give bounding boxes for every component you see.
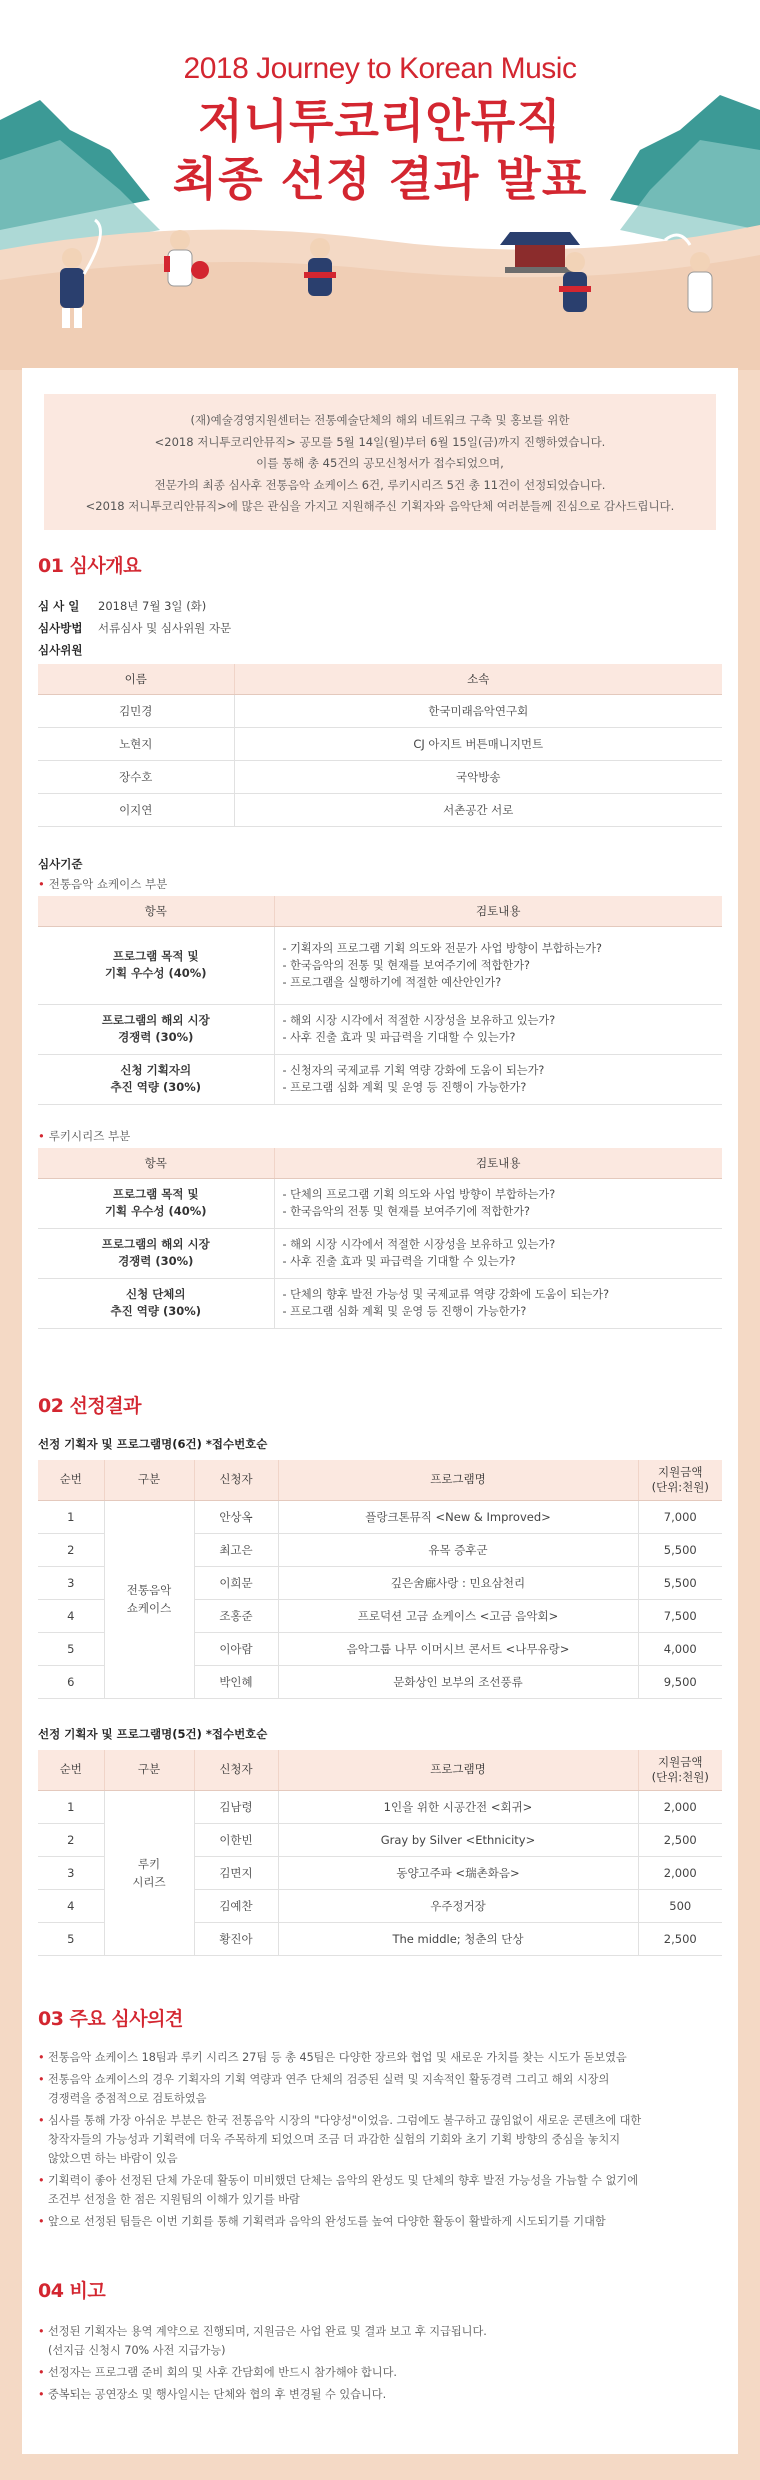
- program-name: 동양고주파 <瑞촌화음>: [278, 1856, 638, 1889]
- judge-name: 이지연: [38, 793, 234, 826]
- rookie-results-table: [38, 1750, 722, 1956]
- criteria-desc-line: - 해외 시장 시각에서 적절한 시장성을 보유하고 있는가?: [282, 1238, 556, 1251]
- review-method: [38, 620, 231, 636]
- criteria-item: [38, 1004, 274, 1054]
- list-item: [38, 2363, 728, 2382]
- support-amount: 2,000: [638, 1790, 722, 1823]
- criteria-desc-line: - 단체의 프로그램 기획 의도와 사업 방향이 부합하는가?: [282, 1188, 556, 1201]
- criteria-desc: [274, 1054, 722, 1104]
- criteria-desc-line: - 프로그램 심화 계획 및 운영 등 진행이 가능한가?: [282, 1081, 527, 1094]
- criteria-item-line: 경쟁력 (30%): [118, 1254, 194, 1268]
- list-item: [38, 2212, 728, 2231]
- judge-org: 한국미래음악연구회: [234, 694, 722, 727]
- criteria-item-line: 신청 기획자의: [120, 1063, 192, 1077]
- rookie-criteria-table: [38, 1148, 722, 1329]
- column-header: 프로그램명: [278, 1750, 638, 1790]
- section-title-opinions: 03 주요 심사의견: [38, 2008, 183, 2030]
- category-line: 루키: [137, 1856, 161, 1871]
- judge-org: 국악방송: [234, 760, 722, 793]
- judge-name: 김민경: [38, 694, 234, 727]
- list-item-line: 경쟁력을 중점적으로 검토하였음: [48, 2092, 207, 2105]
- table-row: [38, 1178, 722, 1228]
- program-name: The middle; 청춘의 단상: [278, 1922, 638, 1955]
- program-name: 프로덕션 고금 쇼케이스 <고금 음악회>: [278, 1599, 638, 1632]
- criteria-item-line: 프로그램 목적 및: [112, 1187, 199, 1201]
- amount-header-line: 지원금액: [658, 1464, 703, 1479]
- criteria-item: [38, 1178, 274, 1228]
- hero-title-line: 최종 선정 결과 발표: [172, 152, 588, 206]
- criteria-item: [38, 1278, 274, 1328]
- column-header: 신청자: [194, 1460, 278, 1500]
- ground-shade: [0, 255, 760, 370]
- table-header-row: [38, 1460, 722, 1500]
- judge-name: 노현지: [38, 727, 234, 760]
- column-header: 구분: [104, 1750, 194, 1790]
- criteria-desc-line: - 사후 진출 효과 및 파급력을 기대할 수 있는가?: [282, 1255, 516, 1268]
- list-item: [38, 2385, 728, 2404]
- support-amount: 2,500: [638, 1823, 722, 1856]
- review-method-label: 심사방법: [38, 621, 83, 635]
- list-item-line: • 선정자는 프로그램 준비 회의 및 사후 간담회에 반드시 참가해야 합니다.: [48, 2366, 397, 2379]
- table-row: [38, 1790, 722, 1823]
- criteria-item-line: 경쟁력 (30%): [118, 1030, 194, 1044]
- criteria-item-line: 프로그램의 해외 시장: [101, 1013, 210, 1027]
- amount-header-line: (단위:천원): [651, 1769, 709, 1784]
- applicant-name: 조홍준: [194, 1599, 278, 1632]
- notes-list: [38, 2322, 728, 2407]
- judge-org: 서촌공간 서로: [234, 793, 722, 826]
- support-amount: 5,500: [638, 1533, 722, 1566]
- table-header-row: [38, 896, 722, 926]
- applicant-name: 황진아: [194, 1922, 278, 1955]
- judges-table: [38, 664, 722, 827]
- showcase-criteria-label: • 전통음악 쇼케이스 부분: [38, 877, 168, 891]
- support-amount: 2,000: [638, 1856, 722, 1889]
- showcase-criteria-text: 전통음악 쇼케이스 부분: [48, 877, 168, 891]
- table-row: [38, 1004, 722, 1054]
- column-header: 검토내용: [274, 896, 722, 926]
- program-name: 우주정거장: [278, 1889, 638, 1922]
- criteria-item: [38, 1054, 274, 1104]
- column-header: 프로그램명: [278, 1460, 638, 1500]
- program-name: 1인을 위한 시공간전 <회귀>: [278, 1790, 638, 1823]
- column-header: 구분: [104, 1460, 194, 1500]
- column-header: 이름: [38, 664, 234, 694]
- support-amount: 4,000: [638, 1632, 722, 1665]
- list-item-line: 창작자들의 가능성과 기획력에 더욱 주목하게 되었으며 조금 더 과감한 실험의 기회와 초기 기획 방향의 중심을 놓치지: [48, 2133, 621, 2146]
- row-number: 1: [38, 1500, 104, 1533]
- criteria-desc-line: - 단체의 향후 발전 가능성 및 국제교류 역량 강화에 도움이 되는가?: [282, 1288, 610, 1301]
- program-name: 플랑크톤뮤직 <New & Improved>: [278, 1500, 638, 1533]
- table-header-row: [38, 664, 722, 694]
- program-name: 유목 증후군: [278, 1533, 638, 1566]
- criteria-desc-line: - 한국음악의 전통 및 현재를 보여주기에 적합한가?: [282, 958, 530, 972]
- row-number: 4: [38, 1889, 104, 1922]
- criteria-desc: [274, 1278, 722, 1328]
- criteria-item: [38, 1228, 274, 1278]
- column-header: 항목: [38, 896, 274, 926]
- category-cell: [104, 1790, 194, 1955]
- column-header: 순번: [38, 1750, 104, 1790]
- list-item-line: • 전통음악 쇼케이스 18팀과 루키 시리즈 27팀 등 총 45팀은 다양한 장르와 협업 및 새로운 가치를 찾는 시도가 돋보였음: [48, 2051, 627, 2064]
- column-header: [638, 1460, 722, 1500]
- list-item-line: • 심사를 통해 가장 아쉬운 부분은 한국 전통음악 시장의 "다양성"이었음. 그럼에도 불구하고 끊임없이 새로운 콘텐츠에 대한: [48, 2114, 642, 2127]
- applicant-name: 김남령: [194, 1790, 278, 1823]
- hero-subtitle: 2018 Journey to Korean Music: [183, 52, 577, 85]
- criteria-desc-line: - 신청자의 국제교류 기획 역량 강화에 도움이 되는가?: [282, 1064, 545, 1077]
- showcase-criteria-table: [38, 896, 722, 1105]
- applicant-name: 김면지: [194, 1856, 278, 1889]
- applicant-name: 이한빈: [194, 1823, 278, 1856]
- applicant-name: 이아람: [194, 1632, 278, 1665]
- list-item-line: 조건부 선정을 한 점은 지원팀의 이해가 있기를 바람: [48, 2193, 300, 2206]
- category-line: 전통음악: [126, 1583, 172, 1597]
- hero-banner: [0, 0, 760, 370]
- criteria-desc-line: - 한국음악의 전통 및 현재를 보여주기에 적합한가?: [282, 1205, 530, 1218]
- amount-header-line: 지원금액: [658, 1754, 703, 1769]
- judges-label: 심사위원: [38, 643, 83, 657]
- criteria-desc: [274, 926, 722, 1004]
- program-name: 깊은舍廊사랑 : 민요삼천리: [278, 1566, 638, 1599]
- content-card: [22, 368, 738, 2454]
- category-line: 시리즈: [132, 1874, 166, 1889]
- intro-line: (재)예술경영지원센터는 전통예술단체의 해외 네트워크 구축 및 홍보를 위한: [190, 413, 570, 427]
- table-row: [38, 694, 722, 727]
- list-item: [38, 2048, 728, 2067]
- section-title-notes: 04 비고: [38, 2280, 106, 2302]
- criteria-desc-line: - 해외 시장 시각에서 적절한 시장성을 보유하고 있는가?: [282, 1014, 556, 1027]
- row-number: 5: [38, 1922, 104, 1955]
- review-method-value: 서류심사 및 심사위원 자문: [98, 621, 232, 635]
- applicant-name: 안상옥: [194, 1500, 278, 1533]
- support-amount: 9,500: [638, 1665, 722, 1698]
- list-item-line: • 기획력이 좋아 선정된 단체 가운데 활동이 미비했던 단체는 음악의 완성도 및 단체의 향후 발전 가능성을 가늠할 수 없기에: [48, 2174, 639, 2187]
- table-header-row: [38, 1750, 722, 1790]
- program-name: Gray by Silver <Ethnicity>: [278, 1823, 638, 1856]
- row-number: 3: [38, 1856, 104, 1889]
- applicant-name: 최고은: [194, 1533, 278, 1566]
- section-title-results: 02 선정결과: [38, 1395, 141, 1417]
- judge-org: CJ 아지트 버튼매니지먼트: [234, 727, 722, 760]
- criteria-item-line: 신청 단체의: [125, 1287, 186, 1301]
- intro-line: 전문가의 최종 심사후 전통음악 쇼케이스 6건, 루키시리즈 5건 총 11건이 선정되었습니다.: [154, 477, 606, 492]
- row-number: 2: [38, 1823, 104, 1856]
- results-table1-label: 선정 기획자 및 프로그램명(6건) *접수번호순: [38, 1437, 268, 1451]
- criteria-desc-line: - 사후 진출 효과 및 파급력을 기대할 수 있는가?: [282, 1031, 516, 1044]
- list-item: [38, 2171, 728, 2209]
- table-row: [38, 727, 722, 760]
- review-date-label: 심 사 일: [38, 599, 80, 613]
- list-item-line: (선지급 신청시 70% 사전 지급가능): [48, 2344, 226, 2357]
- review-date: [38, 598, 206, 614]
- table-row: [38, 926, 722, 1004]
- criteria-item-line: 추진 역량 (30%): [110, 1304, 201, 1318]
- applicant-name: 박인혜: [194, 1665, 278, 1698]
- criteria-desc-line: - 기획자의 프로그램 기획 의도와 전문가 사업 방향이 부합하는가?: [282, 941, 602, 955]
- row-number: 1: [38, 1790, 104, 1823]
- support-amount: 7,000: [638, 1500, 722, 1533]
- row-number: 5: [38, 1632, 104, 1665]
- program-name: 문화상인 보부의 조선풍류: [278, 1665, 638, 1698]
- list-item-line: • 앞으로 선정된 팀들은 이번 기회를 통해 기획력과 음악의 완성도를 높여 다양한 활동이 활발하게 시도되기를 기대함: [48, 2215, 606, 2228]
- criteria-item: [38, 926, 274, 1004]
- category-line: 쇼케이스: [126, 1601, 172, 1615]
- support-amount: 5,500: [638, 1566, 722, 1599]
- list-item-line: • 선정된 기획자는 용역 계약으로 진행되며, 지원금은 사업 완료 및 결과 보고 후 지급됩니다.: [48, 2325, 487, 2338]
- criteria-item-line: 추진 역량 (30%): [110, 1080, 201, 1094]
- hero-title: [0, 92, 760, 208]
- list-item-line: • 전통음악 쇼케이스의 경우 기획자의 기획 역량과 연주 단체의 검증된 실력 및 지속적인 활동경력 그리고 해외 시장의: [48, 2073, 610, 2086]
- criteria-desc-line: - 프로그램을 실행하기에 적절한 예산안인가?: [282, 975, 502, 989]
- criteria-item-line: 기획 우수성 (40%): [104, 966, 207, 980]
- table-row: [38, 1500, 722, 1533]
- rookie-criteria-label: • 루키시리즈 부분: [38, 1129, 131, 1143]
- rookie-criteria-text: 루키시리즈 부분: [48, 1129, 131, 1143]
- amount-header-line: (단위:천원): [651, 1479, 709, 1494]
- intro-line: 이를 통해 총 45건의 공모신청서가 접수되었으며,: [256, 456, 504, 470]
- table-row: [38, 793, 722, 826]
- list-item-line: 않았으면 하는 바람이 있음: [48, 2152, 178, 2165]
- criteria-item-line: 프로그램의 해외 시장: [101, 1237, 210, 1251]
- program-name: 음악그룹 나무 이머시브 콘서트 <나무유랑>: [278, 1632, 638, 1665]
- criteria-item-line: 기획 우수성 (40%): [104, 1204, 207, 1218]
- intro-box: [44, 394, 716, 530]
- column-header: 항목: [38, 1148, 274, 1178]
- section-title-overview: 01 심사개요: [38, 555, 141, 577]
- column-header: 검토내용: [274, 1148, 722, 1178]
- intro-line: <2018 저니투코리안뮤직> 공모를 5월 14일(월)부터 6월 15일(금)까지 진행하였습니다.: [154, 434, 606, 449]
- table-row: [38, 1278, 722, 1328]
- category-cell: [104, 1500, 194, 1698]
- column-header: 소속: [234, 664, 722, 694]
- intro-line: <2018 저니투코리안뮤직>에 많은 관심을 가지고 지원해주신 기획자와 음악단체 여러분들께 진심으로 감사드립니다.: [85, 499, 675, 513]
- criteria-desc: [274, 1004, 722, 1054]
- applicant-name: 김예찬: [194, 1889, 278, 1922]
- row-number: 3: [38, 1566, 104, 1599]
- row-number: 6: [38, 1665, 104, 1698]
- support-amount: 7,500: [638, 1599, 722, 1632]
- column-header: [638, 1750, 722, 1790]
- criteria-item-line: 프로그램 목적 및: [112, 949, 199, 963]
- judge-name: 장수호: [38, 760, 234, 793]
- row-number: 2: [38, 1533, 104, 1566]
- results-table2-label: 선정 기획자 및 프로그램명(5건) *접수번호순: [38, 1727, 268, 1741]
- row-number: 4: [38, 1599, 104, 1632]
- list-item: [38, 2111, 728, 2168]
- criteria-desc-line: - 프로그램 심화 계획 및 운영 등 진행이 가능한가?: [282, 1305, 527, 1318]
- table-row: [38, 760, 722, 793]
- list-item: [38, 2322, 728, 2360]
- column-header: 신청자: [194, 1750, 278, 1790]
- applicant-name: 이희문: [194, 1566, 278, 1599]
- column-header: 순번: [38, 1460, 104, 1500]
- table-row: [38, 1054, 722, 1104]
- list-item: [38, 2070, 728, 2108]
- criteria-desc: [274, 1228, 722, 1278]
- support-amount: 500: [638, 1889, 722, 1922]
- review-date-value: 2018년 7월 3일 (화): [98, 599, 207, 613]
- support-amount: 2,500: [638, 1922, 722, 1955]
- hero-title-line: 저니투코리안뮤직: [198, 94, 562, 148]
- table-row: [38, 1228, 722, 1278]
- opinions-list: [38, 2048, 728, 2234]
- table-header-row: [38, 1148, 722, 1178]
- criteria-label: 심사기준: [38, 857, 83, 871]
- list-item-line: • 중복되는 공연장소 및 행사일시는 단체와 협의 후 변경될 수 있습니다.: [48, 2388, 387, 2401]
- criteria-desc: [274, 1178, 722, 1228]
- showcase-results-table: [38, 1460, 722, 1699]
